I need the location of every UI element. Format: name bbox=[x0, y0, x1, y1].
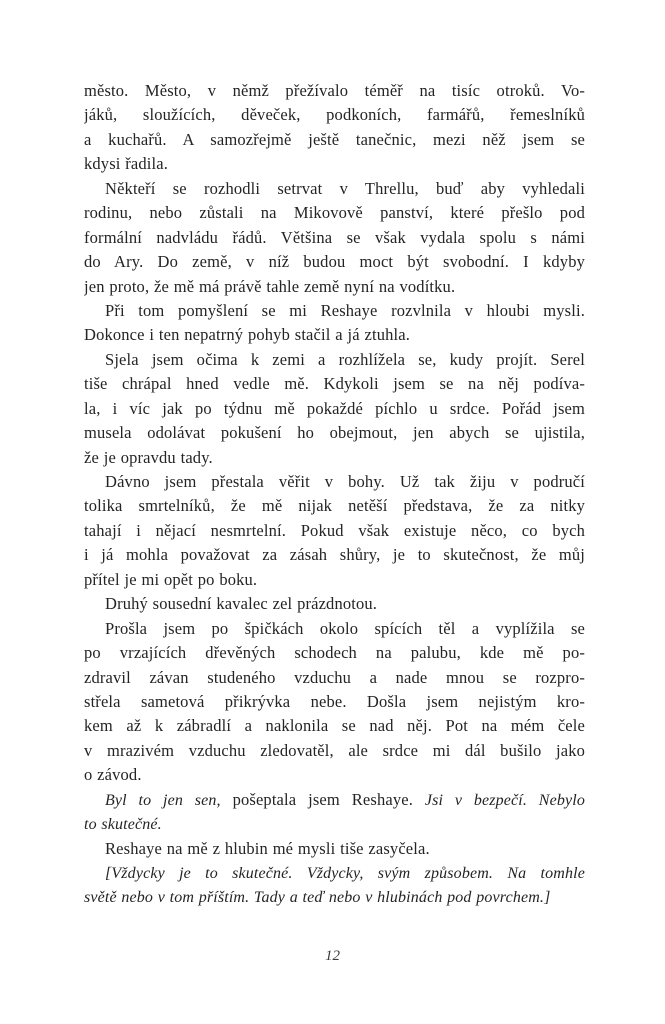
paragraph bbox=[84, 788, 585, 837]
paragraph bbox=[84, 617, 585, 788]
text-line bbox=[84, 519, 585, 543]
text-segment: kem až k zábradlí a naklonila se nad něj. Pot na mém čele bbox=[84, 716, 585, 736]
text-segment: střela sametová přikrývka nebe. Došla jsem nejistým kro- bbox=[84, 691, 585, 711]
text-segment: Někteří se rozhodli setrvat v Threllu, buď aby vyhledali bbox=[105, 178, 585, 198]
text-line bbox=[84, 79, 585, 103]
text-segment: la, i víc jak po týdnu mě pokaždé píchlo u srdce. Pořád jsem bbox=[84, 398, 585, 418]
text-line bbox=[84, 861, 585, 885]
italic-text-segment: světě nebo v tom příštím. Tady a teď nebo v hlubinách pod povrchem.] bbox=[84, 889, 551, 907]
text-segment: zdravil závan studeného vzduchu a nade mnou se rozpro- bbox=[84, 667, 585, 687]
page-text bbox=[84, 79, 585, 910]
text-line bbox=[84, 714, 585, 738]
italic-text-segment: Jsi v bezpečí. Nebylo bbox=[424, 791, 585, 809]
text-segment: po vrzajících dřevěných schodech na palubu, kde mě po- bbox=[84, 643, 585, 663]
text-segment: město. Město, v němž přežívalo téměř na tisíc otroků. Vo- bbox=[84, 81, 585, 100]
text-line bbox=[84, 470, 585, 494]
text-segment: Při tom pomyšlení se mi Reshaye rozvlnila v hloubi mysli. bbox=[105, 300, 585, 320]
text-line bbox=[84, 446, 585, 470]
paragraph bbox=[84, 348, 585, 470]
text-line bbox=[84, 592, 585, 616]
text-line bbox=[84, 323, 585, 347]
text-segment: jáků, sloužících, děveček, podkoních, farmářů, řemeslníků bbox=[84, 105, 585, 125]
text-line bbox=[84, 397, 585, 421]
text-line bbox=[84, 299, 585, 323]
paragraph bbox=[84, 592, 585, 616]
text-line bbox=[84, 788, 585, 812]
text-line bbox=[84, 543, 585, 567]
text-line bbox=[84, 372, 585, 396]
text-segment: Dokonce i ten nepatrný pohyb stačil a já ztuhla. bbox=[84, 325, 410, 345]
text-segment: v mrazivém vzduchu zledovatěl, ale srdce mi dál bušilo jako bbox=[84, 740, 585, 760]
text-segment: pošeptala jsem Reshaye. bbox=[220, 789, 425, 809]
paragraph bbox=[84, 79, 585, 177]
text-segment: Prošla jsem po špičkách okolo spících těl a vyplížila se bbox=[105, 618, 585, 638]
text-line bbox=[84, 812, 585, 836]
text-line bbox=[84, 421, 585, 445]
text-segment: že je opravdu tady. bbox=[84, 447, 213, 467]
text-segment: Druhý sousední kavalec zel prázdnotou. bbox=[105, 594, 378, 614]
page-number: 12 bbox=[325, 948, 340, 964]
text-line bbox=[84, 666, 585, 690]
text-segment: a kuchařů. A samozřejmě ještě tanečnic, mezi něž jsem se bbox=[84, 129, 585, 149]
text-segment: formální nadvládu řádů. Většina se však vydala spolu s námi bbox=[84, 227, 585, 247]
text-line bbox=[84, 837, 585, 861]
text-segment: Sjela jsem očima k zemi a rozhlížela se, kudy projít. Serel bbox=[105, 349, 585, 369]
text-line bbox=[84, 690, 585, 714]
text-line bbox=[84, 763, 585, 787]
italic-text-segment: [Vždycky je to skutečné. Vždycky, svým způsobem. Na tomhle bbox=[105, 865, 585, 882]
text-segment: rodinu, nebo zůstali na Mikovově panství, které přešlo pod bbox=[84, 203, 585, 223]
text-line bbox=[84, 885, 585, 909]
text-line bbox=[84, 617, 585, 641]
text-segment: tolika smrtelníků, že mě nijak netěší představa, že za nitky bbox=[84, 496, 585, 516]
text-segment: jen proto, že mě má právě tahle země nyní na vodítku. bbox=[84, 276, 456, 296]
text-segment: Dávno jsem přestala věřit v bohy. Už tak žiju v područí bbox=[105, 472, 585, 491]
paragraph bbox=[84, 177, 585, 299]
text-line bbox=[84, 250, 585, 274]
text-line bbox=[84, 739, 585, 763]
text-segment: tiše chrápal hned vedle mě. Kdykoli jsem se na něj podíva- bbox=[84, 374, 585, 394]
text-line bbox=[84, 568, 585, 592]
text-line bbox=[84, 201, 585, 225]
text-line bbox=[84, 177, 585, 201]
text-line bbox=[84, 494, 585, 518]
text-line bbox=[84, 275, 585, 299]
text-segment: tahají i nějací nesmrtelní. Pokud však existuje něco, co bych bbox=[84, 520, 585, 540]
text-segment: Reshaye na mě z hlubin mé mysli tiše zasyčela. bbox=[105, 838, 430, 858]
text-segment: i já mohla považovat za zásah shůry, je to skutečnost, že můj bbox=[84, 545, 585, 565]
text-line bbox=[84, 152, 585, 176]
text-segment: o závod. bbox=[84, 765, 142, 785]
text-line bbox=[84, 128, 585, 152]
text-segment: do Ary. Do země, v níž budou moct být svobodní. I kdyby bbox=[84, 252, 585, 272]
text-segment: musela odolávat pokušení ho obejmout, jen abych se ujistila, bbox=[84, 423, 585, 443]
text-segment: kdysi řadila. bbox=[84, 154, 169, 174]
text-line bbox=[84, 103, 585, 127]
italic-text-segment: to skutečné. bbox=[84, 816, 162, 834]
paragraph bbox=[84, 470, 585, 592]
text-line bbox=[84, 641, 585, 665]
paragraph bbox=[84, 837, 585, 861]
text-line bbox=[84, 226, 585, 250]
text-line bbox=[84, 348, 585, 372]
italic-text-segment: Byl to jen sen, bbox=[105, 791, 221, 809]
paragraph bbox=[84, 299, 585, 348]
text-segment: přítel je mi opět po boku. bbox=[84, 569, 258, 589]
paragraph bbox=[84, 861, 585, 910]
